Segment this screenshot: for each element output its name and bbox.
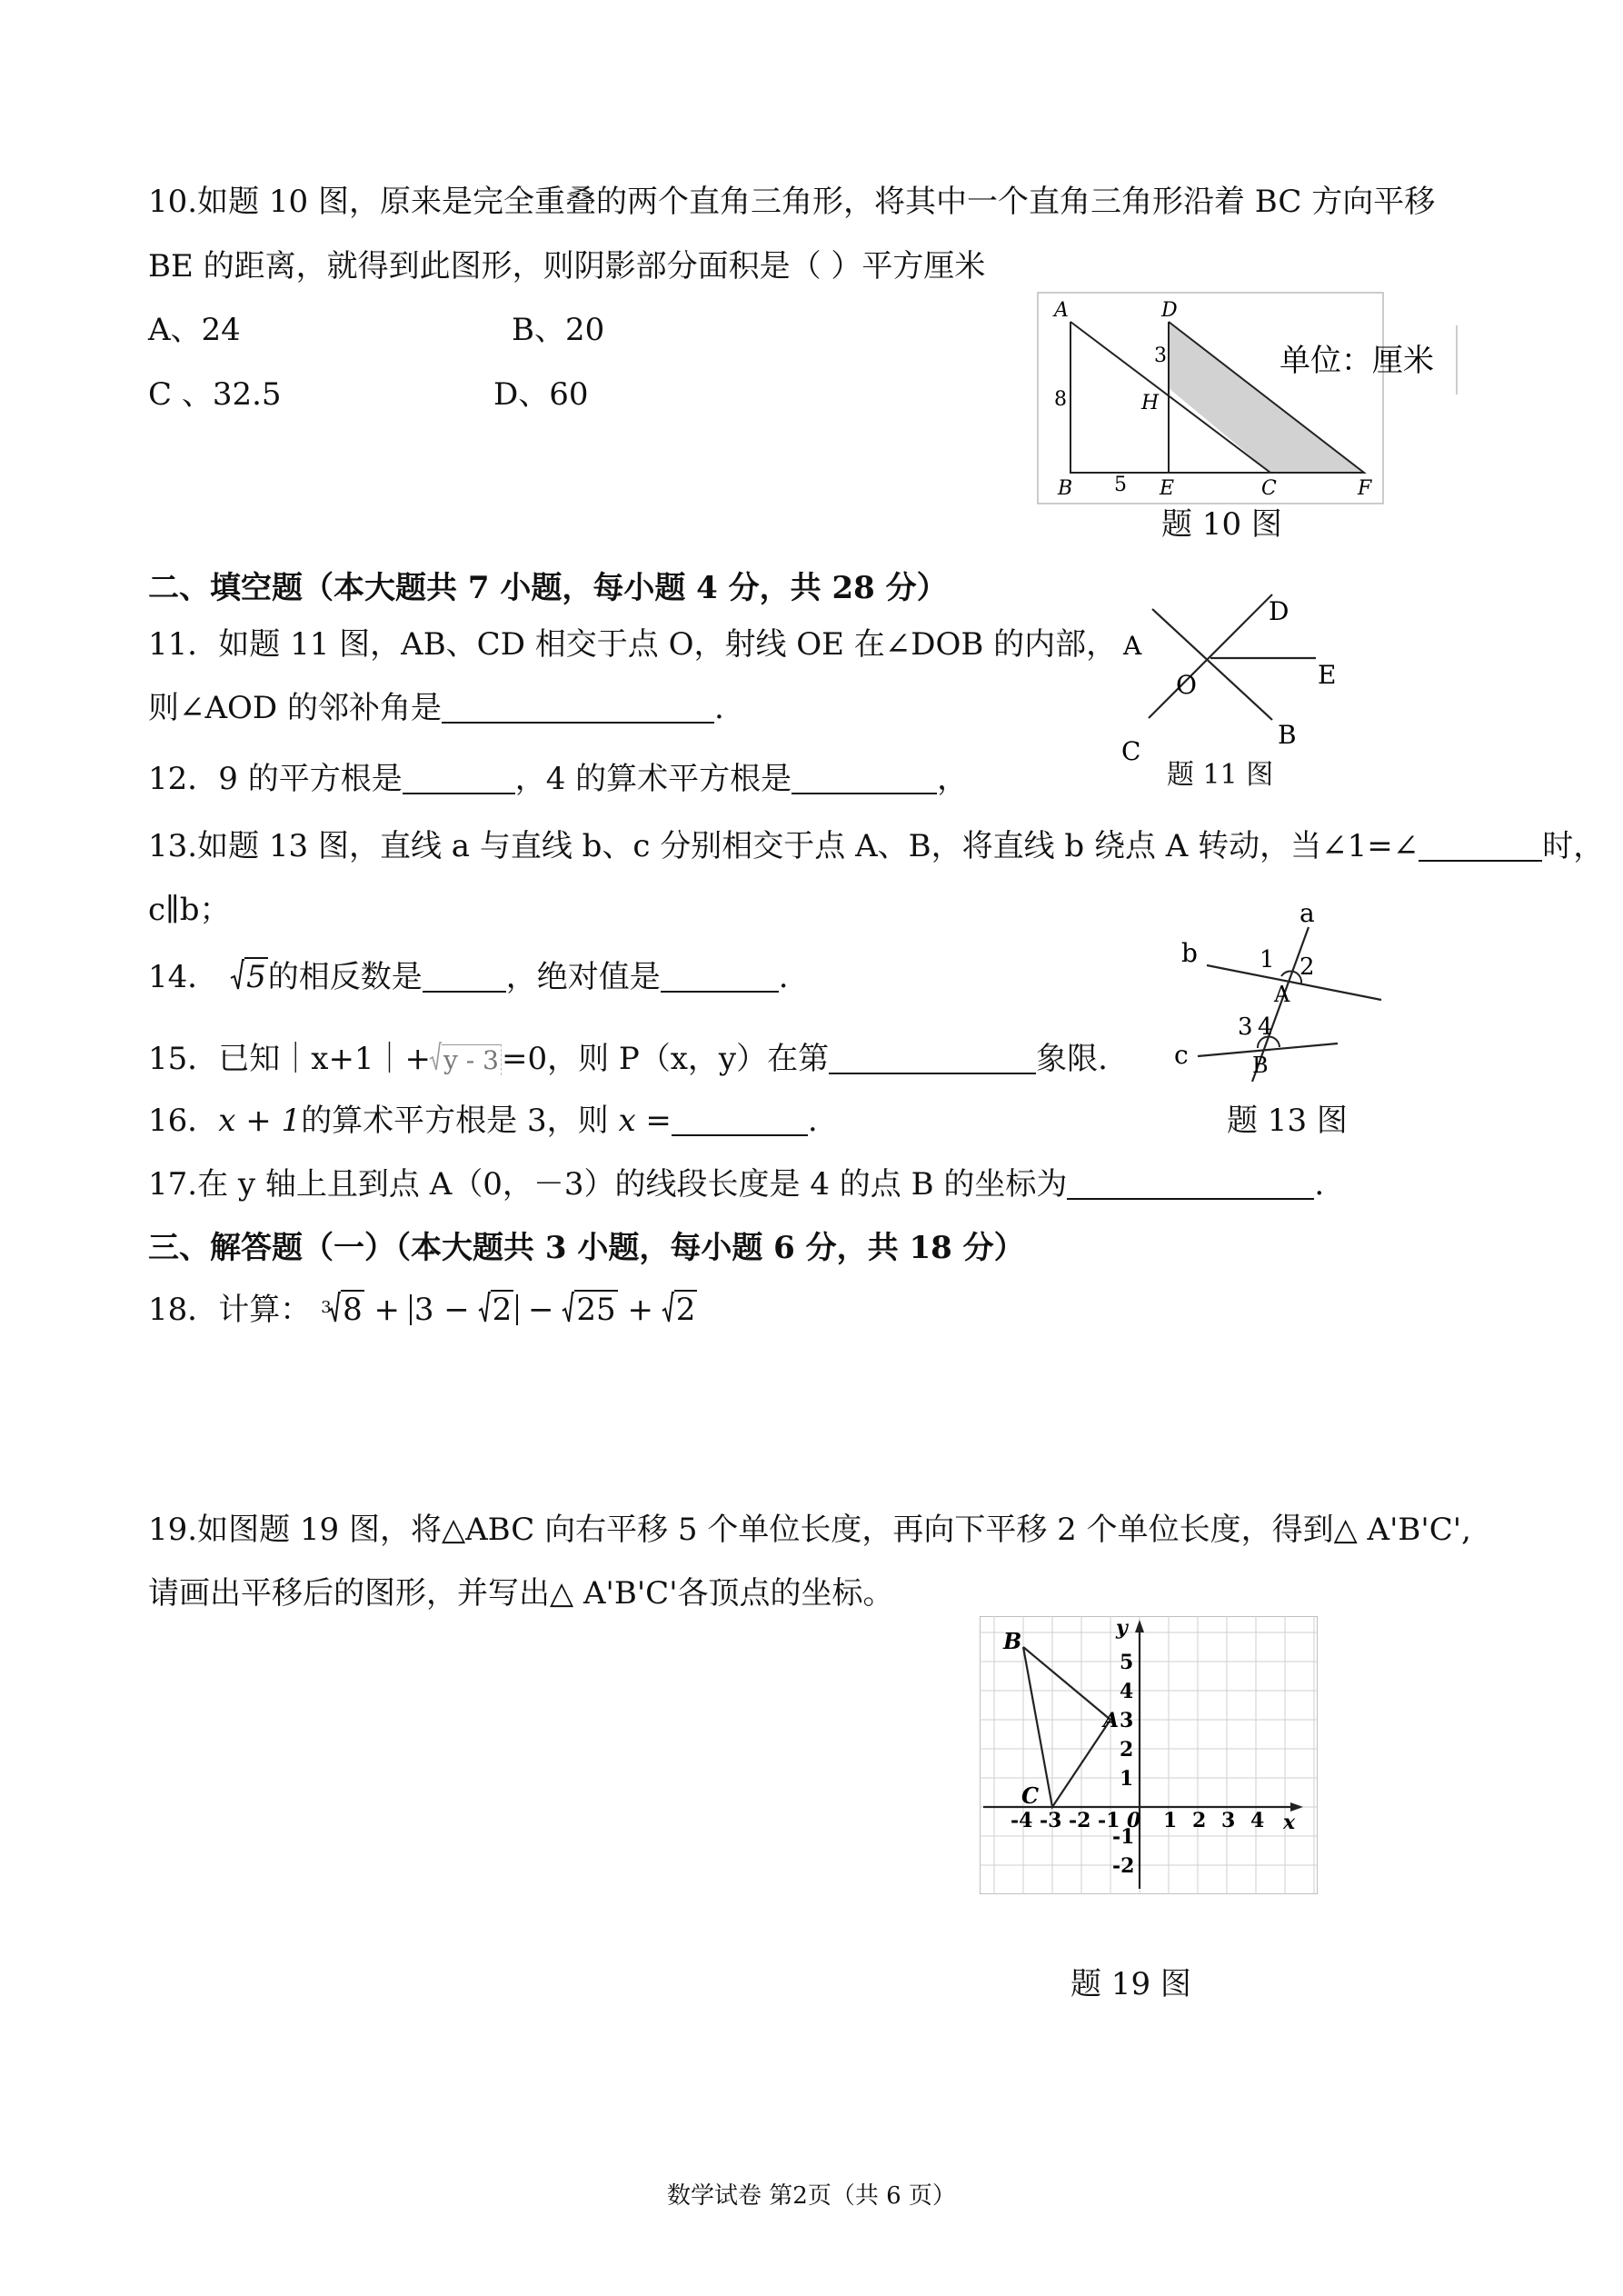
q13-answer-blank[interactable] — [1419, 833, 1542, 862]
q11-label-c: C — [1121, 736, 1141, 764]
q13-label-a-line: a — [1299, 900, 1315, 928]
q15-text-c: 象限. — [1036, 1041, 1108, 1077]
q19-caption: 题 19 图 — [1070, 1966, 1191, 2002]
q16-number: 16． — [148, 1103, 219, 1139]
q19-y-tick-label: -2 — [1112, 1854, 1135, 1878]
q14-radical-icon — [230, 958, 244, 993]
q13-line1 — [148, 828, 1605, 864]
q13-line-b — [1207, 965, 1381, 1000]
q19-x-tick-label: 0 — [1127, 1809, 1141, 1832]
q19-y-tick-label: 1 — [1120, 1767, 1134, 1791]
q19-x-tick-label: -4 — [1011, 1809, 1033, 1832]
q19-y-tick-label: 5 — [1120, 1651, 1134, 1674]
q13-line2: c∥b； — [148, 892, 231, 928]
q10-label-b: B — [1058, 477, 1073, 500]
q18-radicand-3: 25 — [576, 1292, 616, 1328]
q11-line2-text: 则∠AOD 的邻补角是 — [148, 690, 442, 726]
q10-option-c: C 、32.5 — [148, 376, 282, 413]
q15-text-b: =0，则 P（x，y）在第 — [501, 1041, 830, 1077]
q19-y-axis-label: y — [1116, 1616, 1128, 1640]
q13-label-b-line: b — [1181, 938, 1198, 968]
q19-x-tick-label: -1 — [1098, 1809, 1120, 1832]
q15-radicand: y - 3 — [442, 1044, 502, 1075]
q18-radical-icon-1 — [328, 1291, 341, 1325]
q11-label-o: O — [1176, 670, 1197, 700]
q18-line — [148, 1292, 697, 1328]
q15-radical-icon — [429, 1041, 442, 1073]
q14-number: 14． — [148, 959, 219, 995]
q18-abs-text: 3 − — [413, 1292, 480, 1328]
q13-angle-1: 1 — [1260, 946, 1275, 973]
section-3-title: 三、解答题（一）（本大题共 3 小题，每小题 6 分，共 18 分） — [148, 1230, 1025, 1266]
q18-radicand-4: 2 — [675, 1292, 696, 1328]
q18-root-index: 3 — [321, 1298, 332, 1317]
q15-answer-blank[interactable] — [829, 1045, 1036, 1074]
q18-label: 18．计算： — [148, 1292, 312, 1328]
q17-text-a: 17.在 y 轴上且到点 A（0，－3）的线段长度是 4 的点 B 的坐标为 — [148, 1166, 1068, 1203]
page-footer: 数学试卷 第2页（共 6 页） — [667, 2182, 956, 2210]
q19-vertex-b: B — [1003, 1628, 1022, 1654]
q19-x-tick-label: 3 — [1221, 1809, 1236, 1832]
q11-line-ab — [1152, 609, 1272, 720]
q19-y-tick-label: -1 — [1112, 1825, 1135, 1849]
q18-minus: − — [528, 1292, 554, 1328]
q18-sqrt-2 — [480, 1292, 514, 1328]
q19-y-tick-label: 2 — [1120, 1738, 1134, 1762]
q19-x-tick-label: -2 — [1069, 1809, 1091, 1832]
q10-label-5: 5 — [1114, 474, 1127, 496]
q16-line — [148, 1103, 818, 1139]
q10-unit-label: 单位：厘米 — [1279, 343, 1434, 379]
q10-figure — [1034, 289, 1461, 544]
q10-label-e: E — [1160, 477, 1175, 500]
q11-label-b: B — [1278, 720, 1297, 750]
q10-caption: 题 10 图 — [1161, 506, 1282, 543]
q18-plus-1: + — [373, 1292, 401, 1328]
q12-blank-1[interactable] — [403, 765, 515, 794]
q19-x-axis-label: x — [1283, 1811, 1296, 1834]
q16-answer-blank[interactable] — [672, 1107, 808, 1136]
q10-option-a: A、24 — [148, 312, 241, 348]
q10-label-d: D — [1161, 299, 1178, 322]
q18-sqrt-3 — [563, 1292, 617, 1328]
q16-expression: x + 1 — [218, 1103, 302, 1139]
q18-plus-2: + — [627, 1292, 653, 1328]
q11-label-e: E — [1318, 660, 1337, 690]
q11-label-d: D — [1269, 596, 1289, 626]
q11-figure — [1109, 582, 1345, 764]
q13-point-a: A — [1274, 982, 1290, 1007]
q11-caption: 题 11 图 — [1167, 759, 1274, 791]
q12-blank-2[interactable] — [792, 765, 937, 794]
q19-y-tick-label: 3 — [1120, 1709, 1134, 1732]
q10-label-a: A — [1054, 299, 1069, 322]
q18-radicand-2: 2 — [492, 1292, 513, 1328]
q19-grid-frame — [980, 1616, 1318, 1894]
q18-radical-icon-3 — [562, 1291, 574, 1325]
q13-label-c-line: c — [1174, 1040, 1189, 1070]
q10-option-b: B、20 — [512, 312, 605, 348]
q13-angle-3: 3 — [1238, 1013, 1253, 1041]
q11-answer-blank[interactable] — [442, 694, 714, 724]
section-2-title: 二、填空题（本大题共 7 小题，每小题 4 分，共 28 分） — [148, 570, 948, 606]
q18-sqrt-4 — [663, 1292, 698, 1328]
q10-label-h: H — [1141, 392, 1160, 414]
q16-variable: x — [618, 1103, 636, 1139]
q19-coordinate-grid — [980, 1616, 1318, 1894]
q12-text-b: ，4 的算术平方根是 — [514, 761, 792, 797]
q18-radical-icon-4 — [662, 1291, 674, 1325]
q18-radical-icon-2 — [478, 1291, 491, 1325]
q14-text-c: . — [778, 959, 789, 995]
q14-sqrt — [232, 959, 268, 995]
q13-point-b: B — [1252, 1053, 1269, 1078]
q14-text-b: ，绝对值是 — [505, 959, 661, 995]
q14-text-a: 的相反数是 — [267, 959, 423, 995]
q17-text-b: . — [1314, 1166, 1325, 1203]
q13-text-a: 13.如题 13 图，直线 a 与直线 b、c 分别相交于点 A、B，将直线 b 绕点 A 转动，当∠1=∠ — [148, 828, 1419, 864]
q16-text-b: 的算术平方根是 3，则 — [301, 1103, 619, 1139]
q14-radicand: 5 — [246, 959, 266, 995]
q10-option-d: D、60 — [493, 376, 589, 413]
q15-line — [148, 1041, 1108, 1077]
q13-text-b: 时， — [1542, 828, 1605, 864]
q19-line1: 19.如图题 19 图，将△ABC 向右平移 5 个单位长度，再向下平移 2 个单位长度，得到△ A'B'C', — [148, 1512, 1471, 1548]
q18-radicand-1: 8 — [343, 1292, 363, 1328]
q19-vertex-c: C — [1021, 1782, 1040, 1809]
q11-line1: 11．如题 11 图，AB、CD 相交于点 O，射线 OE 在∠DOB 的内部， — [148, 626, 1118, 663]
q19-line2: 请画出平移后的图形，并写出△ A'B'C'各顶点的坐标。 — [148, 1575, 894, 1612]
q12-text-c: ， — [937, 761, 969, 797]
q11-line-cd — [1149, 594, 1272, 718]
q13-angle-2: 2 — [1299, 953, 1315, 981]
q12-text-a: 12．9 的平方根是 — [148, 761, 403, 797]
q15-sqrt — [431, 1043, 502, 1074]
q13-caption: 题 13 图 — [1227, 1103, 1348, 1139]
q16-text-d: . — [807, 1103, 818, 1139]
q10-label-f: F — [1358, 477, 1372, 500]
q19-x-tick-label: 4 — [1250, 1809, 1265, 1832]
q10-label-8: 8 — [1054, 388, 1067, 411]
q11-label-a: A — [1123, 631, 1142, 661]
q10-line2: BE 的距离，就得到此图形，则阴影部分面积是（ ）平方厘米 — [148, 248, 986, 285]
q19-x-tick-label: -3 — [1040, 1809, 1062, 1832]
q10-label-3: 3 — [1154, 344, 1167, 367]
q17-line — [148, 1166, 1325, 1203]
q14-blank-2[interactable] — [661, 963, 779, 993]
q10-line1: 10.如题 10 图，原来是完全重叠的两个直角三角形，将其中一个直角三角形沿着 BC 方向平移 — [148, 184, 1436, 220]
q14-line — [148, 959, 789, 995]
q15-text-a: 15．已知｜x+1｜+ — [148, 1041, 432, 1077]
q10-label-c: C — [1261, 477, 1277, 500]
q11-line2-end: . — [713, 690, 724, 726]
q13-angle-4: 4 — [1258, 1013, 1273, 1041]
q17-answer-blank[interactable] — [1067, 1171, 1314, 1200]
q12-line — [148, 761, 969, 797]
q18-absolute-value — [410, 1292, 518, 1328]
q19-y-tick-label: 4 — [1120, 1680, 1134, 1703]
q19-x-tick-label: 2 — [1192, 1809, 1207, 1832]
q11-line2 — [148, 690, 724, 726]
q19-x-tick-label: 1 — [1163, 1809, 1178, 1832]
q16-equals: = — [635, 1103, 672, 1139]
q14-blank-1[interactable] — [423, 963, 506, 993]
q18-cube-root — [321, 1292, 364, 1328]
q19-vertex-a: A — [1103, 1709, 1120, 1732]
q13-figure — [1154, 900, 1390, 1082]
